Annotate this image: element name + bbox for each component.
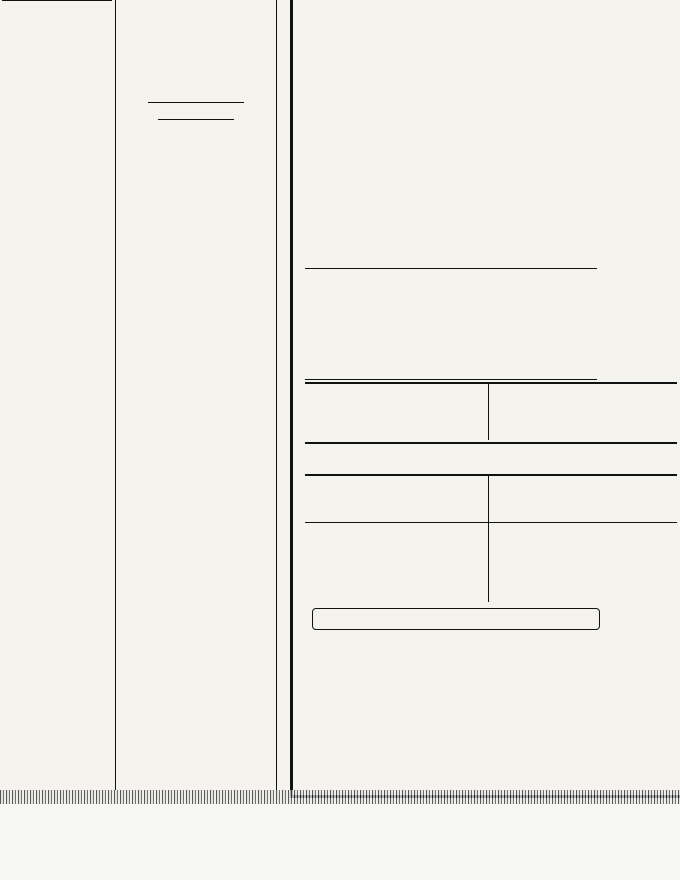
scan-noise-band xyxy=(0,790,680,804)
divider xyxy=(2,0,112,1)
divider xyxy=(489,522,677,523)
middle-column xyxy=(118,0,274,790)
ladies-shoes-box xyxy=(305,268,597,380)
column-rule xyxy=(488,476,489,602)
divider xyxy=(305,474,677,476)
remember-notice xyxy=(312,608,600,630)
column-rule xyxy=(115,0,116,790)
divider xyxy=(305,382,677,384)
divider xyxy=(305,442,677,444)
flu-headline-block xyxy=(118,10,274,102)
left-column xyxy=(0,0,114,790)
ad-border xyxy=(290,0,680,798)
column-rule xyxy=(276,0,277,790)
divider xyxy=(305,522,488,523)
divider xyxy=(158,119,234,120)
divider xyxy=(148,102,244,103)
column-rule xyxy=(488,384,489,440)
scan-grid-area xyxy=(0,798,680,880)
